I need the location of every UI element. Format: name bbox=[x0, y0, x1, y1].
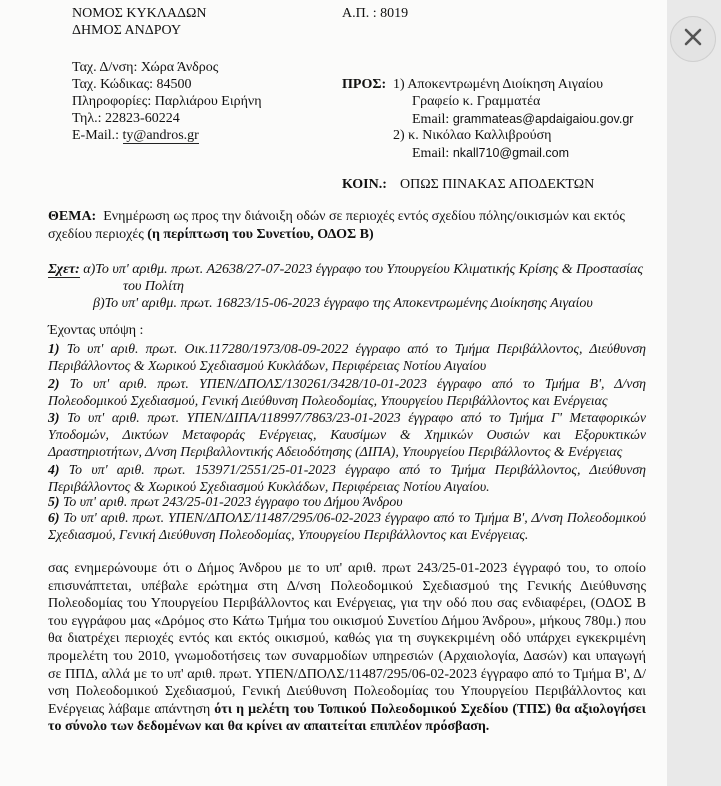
recipient-1: 1) Αποκεντρωμένη Διοίκηση Αιγαίου bbox=[393, 77, 604, 92]
recipient-2-email-row bbox=[412, 145, 569, 162]
protocol-number: Α.Π. : 8019 bbox=[342, 6, 409, 21]
item-text: Το υπ' αριθ. πρωτ 243/25-01-2023 έγγραφο του Δήμου Άνδρου bbox=[62, 494, 403, 509]
cc-label: ΚΟΙΝ.: bbox=[342, 177, 387, 192]
subject-line1 bbox=[48, 209, 625, 225]
item-number: 6) bbox=[48, 510, 60, 525]
email-link[interactable]: ty@andros.gr bbox=[122, 128, 199, 143]
to-label: ΠΡΟΣ: bbox=[342, 77, 387, 92]
considering-item-3 bbox=[48, 409, 646, 461]
item-text: Το υπ' αριθ. πρωτ. ΥΠΕΝ/ΔΙΠΑ/118997/7863/23-01-2023 έγγραφο από το Τμήμα Γ' Μεταφορικών Υποδομών, Δικτύων Μεταφοράς Ενέργειας, Καυσίμων & Χημικών Ουσιών και Εξορυκτικών Δραστηριοτήτων, Δ/νση Περιβαλλοντικής Αδειοδότησης (ΔΙΠΑ), Υπουργείου Περιβάλλοντος & Ενέργειας bbox=[48, 410, 646, 460]
close-button[interactable] bbox=[670, 16, 716, 62]
subject-text-1: Ενημέρωση ως προς την διάνοιξη οδών σε περιοχές εντός σχεδίου πόλης/οικισμών και εκτός bbox=[103, 209, 625, 224]
considering-item-6 bbox=[48, 509, 646, 543]
recipient-1-email-link[interactable]: grammateas@apdaigaiou.gov.gr bbox=[452, 112, 634, 126]
considering-label: Έχοντας υπόψη : bbox=[48, 323, 144, 338]
email-line bbox=[72, 128, 199, 144]
subject-line2 bbox=[48, 227, 374, 243]
cc-value: ΟΠΩΣ ΠΙΝΑΚΑΣ ΑΠΟΔΕΚΤΩΝ bbox=[400, 177, 595, 192]
subject-text-2: σχεδίου περιοχές bbox=[48, 227, 148, 242]
relevant-a bbox=[48, 262, 643, 278]
item-text: Το υπ' αριθ. πρωτ. ΥΠΕΝ/ΔΠΟΛΣ/11487/295/06-02-2023 έγγραφο από το Τμήμα Β', Δ/νση Πολεοδομικού Σχεδιασμού, Γενική Διεύθυνση Πολεοδομίας, Υπουργείου Περιβάλλοντος και Ενέργειας. bbox=[48, 510, 646, 543]
org-line2: ΔΗΜΟΣ ΑΝΔΡΟΥ bbox=[72, 23, 182, 38]
considering-item-4 bbox=[48, 461, 646, 495]
body-paragraph bbox=[48, 560, 646, 736]
subject-case: (η περίπτωση του Συνετίου, ΟΔΟΣ Β) bbox=[147, 227, 374, 242]
phone-line: Τηλ.: 22823-60224 bbox=[72, 111, 180, 126]
recipient-2-email-link[interactable]: nkall710@gmail.com bbox=[452, 146, 570, 160]
info-line: Πληροφορίες: Παρλιάρου Ειρήνη bbox=[72, 94, 262, 109]
item-number: 1) bbox=[48, 341, 60, 356]
recipient-2-email-label: Email: bbox=[412, 146, 453, 161]
recipient-2: 2) κ. Νικόλαο Καλλιβρούση bbox=[393, 128, 552, 143]
relevant-label: Σχετ: bbox=[48, 262, 80, 277]
recipient-1-email-label: Email: bbox=[412, 112, 453, 127]
recipient-1-email-row bbox=[412, 111, 633, 128]
recipient-1-office: Γραφείο κ. Γραμματέα bbox=[412, 94, 541, 109]
relevant-b: β)Το υπ' αριθμ. πρωτ. 16823/15-06-2023 έγγραφο της Αποκεντρωμένης Διοίκησης Αιγαίου bbox=[93, 296, 593, 311]
postal-code-line: Ταχ. Κώδικας: 84500 bbox=[72, 77, 192, 92]
org-line1: ΝΟΜΟΣ ΚΥΚΛΑΔΩΝ bbox=[72, 6, 207, 21]
item-number: 3) bbox=[48, 410, 60, 425]
relevant-a-cont: του Πολίτη bbox=[123, 279, 184, 294]
relevant-a-text: α)Το υπ' αριθμ. πρωτ. Α2638/27-07-2023 έγγραφο του Υπουργείου Κλιματικής Κρίσης & Προστασίας bbox=[83, 262, 644, 277]
item-number: 5) bbox=[48, 494, 60, 509]
subject-label: ΘΕΜΑ: bbox=[48, 209, 97, 224]
item-text: Το υπ' αριθ. πρωτ. Οικ.117280/1973/08-09-2022 έγγραφο από το Τμήμα Περιβάλλοντος, Διεύθυνση Περιβάλλοντος & Χωρικού Σχεδιασμού Κυκλάδων, Περιφέρειας Νοτίου Αιγαίου bbox=[48, 341, 646, 374]
considering-item-5 bbox=[48, 493, 646, 510]
close-icon bbox=[682, 26, 704, 53]
body-bold-text: ότι η μελέτη του Τοπικού Πολεοδομικού Σχεδίου (ΤΠΣ) θα αξιολογήσει το σύνολο των δεδομένων και θα κρίνει αν απαιτείται επιπλέον πρόσβαση. bbox=[48, 701, 646, 735]
email-label: E-Mail.: bbox=[72, 128, 123, 143]
item-number: 4) bbox=[48, 462, 60, 477]
considering-item-2 bbox=[48, 375, 646, 409]
considering-item-1 bbox=[48, 340, 646, 374]
address-line: Ταχ. Δ/νση: Χώρα Άνδρος bbox=[72, 60, 219, 75]
item-text: Το υπ' αριθ. πρωτ. 153971/2551/25-01-2023 έγγραφο από το Τμήμα Περιβάλλοντος, Διεύθυνση Περιβάλλοντος & Χωρικού Σχεδιασμού Κυκλάδων, Περιφέρειας Νοτίου Αιγαίου. bbox=[48, 462, 646, 495]
item-number: 2) bbox=[48, 376, 60, 391]
item-text: Το υπ' αριθ. πρωτ. ΥΠΕΝ/ΔΠΟΛΣ/130261/3428/10-01-2023 έγγραφο από το Τμήμα Β', Δ/νση Πολεοδομικού Σχεδιασμού, Γενική Διεύθυνση Πολεοδομίας, Υπουργείου Περιβάλλοντος και Ενέργειας bbox=[48, 376, 646, 409]
body-text: σας ενημερώνουμε ότι ο Δήμος Άνδρου με το υπ' αριθ. πρωτ 243/25-01-2023 έγγραφό του, το οποίο επισυνάπτεται, υπέβαλε ερώτημα στη Δ/νση Πολεοδομικού Σχεδιασμού της Γενικής Διεύθυνσης Πολεοδομίας του Υπουργείου Περιβάλλοντος και Ενέργειας, για την οδό που σας ενδιαφέρει, (ΟΔΟΣ Β του εγγράφου μας «Δρόμος στο Κάτω Τμήμα του οικισμού Συνετίου Δήμου Άνδρου», μήκους 780μ.) που θα διατρέχει περιοχές εντός και εκτός οικισμού, καθώς για τη συγκεκριμένη οδό υπάρχει εγκεκριμένη προμελέτη του 2010, γνωμοδοτήσεις των συναρμοδίων υπηρεσιών (Αρχαιολογία, Δασών) και υπαγωγή σε ΠΠΔ, αλλά με το υπ' αριθ. πρωτ. ΥΠΕΝ/ΔΠΟΛΣ/11487/295/06-02-2023 έγγραφο από το Τμήμα Β', Δ/νση Πολεοδομικού Σχεδιασμού, Γενική Διεύθυνση Πολεοδομίας του Υπουργείου Περιβάλλοντος και Ενέργειας λάβαμε απάντηση bbox=[48, 561, 646, 717]
